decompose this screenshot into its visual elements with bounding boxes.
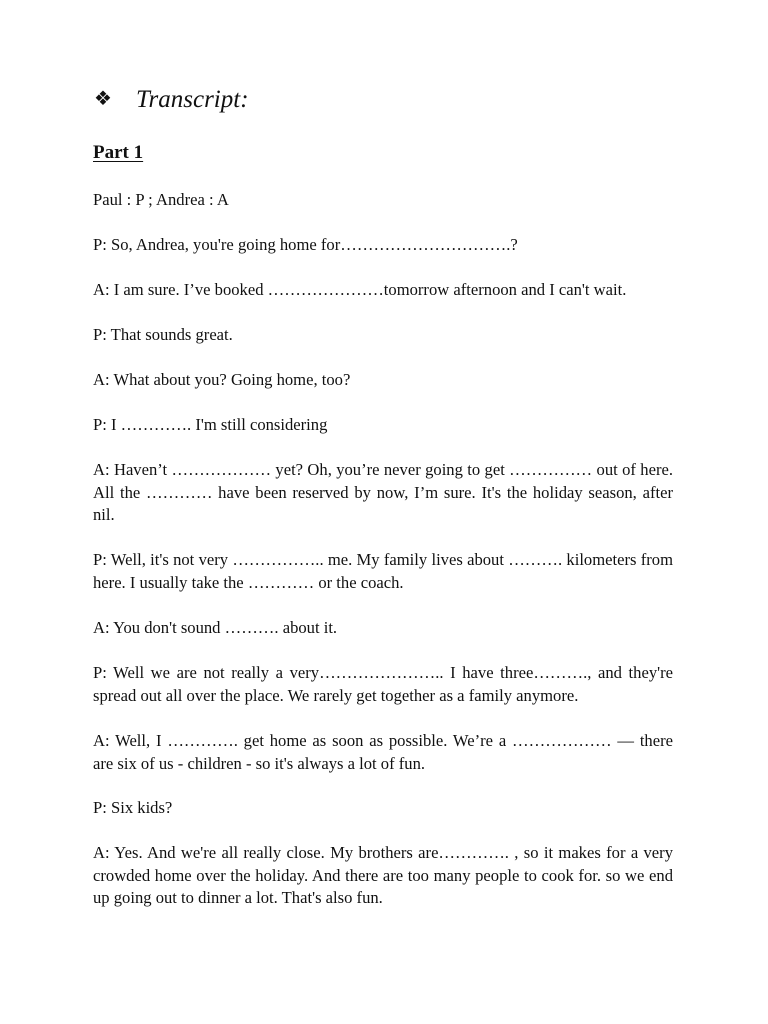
- dialogue-line: A: Well, I …………. get home as soon as possible. We’re a ……………… — there are six of us - children - so it's always a lot of fun.: [93, 731, 673, 773]
- speakers-line: Paul : P ; Andrea : A: [93, 190, 229, 209]
- dialogue-line: A: Haven’t ……………… yet? Oh, you’re never going to get …………… out of here. All the ………… have been reserved by now, I’m sure. It's the holiday season, after nil.: [93, 460, 673, 525]
- dialogue-line: A: You don't sound ………. about it.: [93, 618, 338, 637]
- dialogue-line: P: I …………. I'm still considering: [93, 415, 328, 434]
- part-title: Part 1: [93, 142, 144, 163]
- dialogue-line: A: I am sure. I’ve booked …………………tomorrow afternoon and I can't wait.: [93, 280, 627, 299]
- dialogue-line: A: What about you? Going home, too?: [93, 370, 351, 389]
- dialogue-line: A: Yes. And we're all really close. My brothers are…………. , so it makes for a very crowded home over the holiday. And there are too many people to cook for. so we end up going out to dinner a lot. That's also fun.: [93, 843, 673, 908]
- diamond-bullet-icon: ❖: [94, 86, 112, 110]
- transcript-title: Transcript:: [136, 86, 249, 113]
- dialogue-line: P: Well we are not really a very………………….. I have three………., and they're spread out all over the place. We rarely get together as a family anymore.: [93, 663, 673, 705]
- dialogue-line: P: Well, it's not very …………….. me. My family lives about ………. kilometers from here. I usually take the ………… or the coach.: [93, 550, 673, 592]
- dialogue-line: P: So, Andrea, you're going home for………………………….?: [93, 235, 518, 254]
- dialogue-line: P: Six kids?: [93, 798, 173, 817]
- dialogue-line: P: That sounds great.: [93, 325, 233, 344]
- transcript-heading: [94, 86, 249, 114]
